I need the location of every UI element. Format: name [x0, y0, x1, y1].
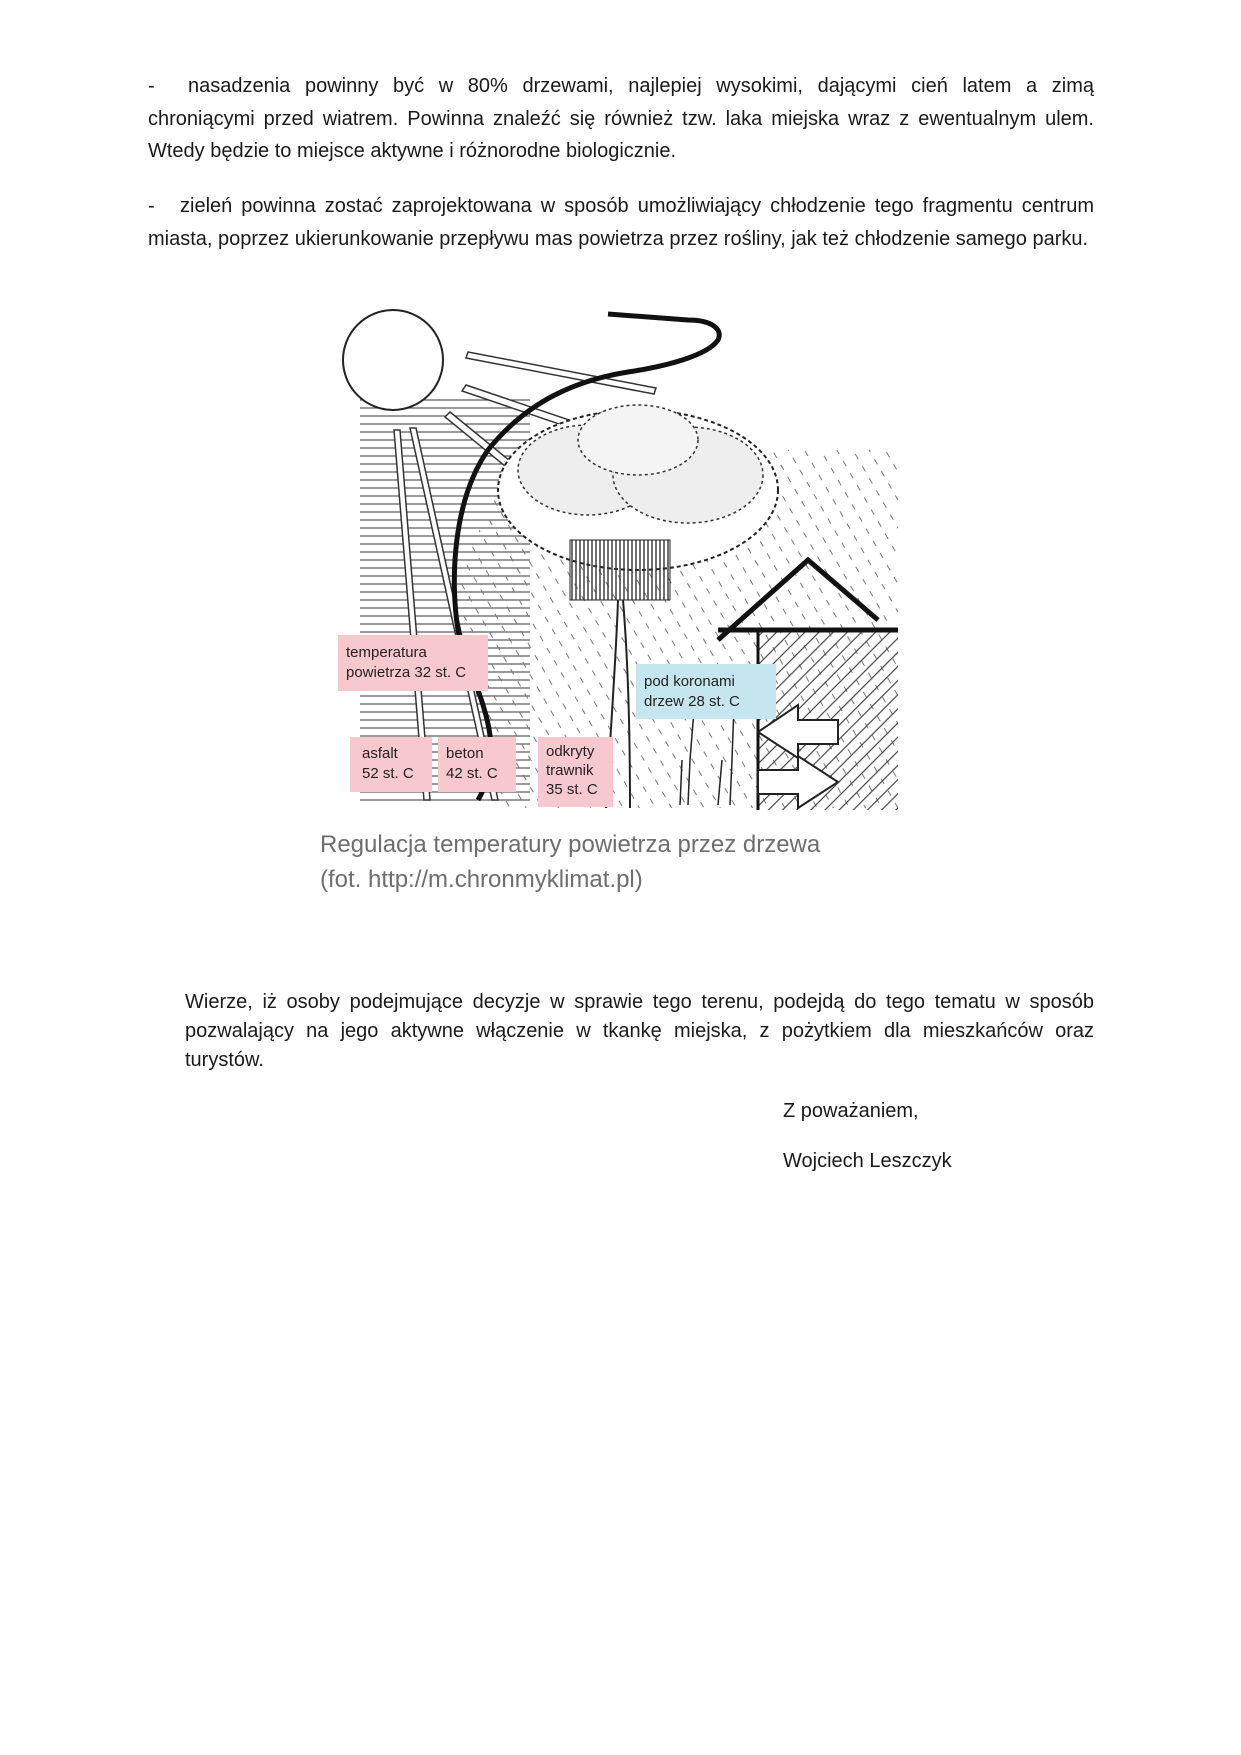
label-asphalt-line2: 52 st. C — [362, 765, 414, 782]
closing-paragraph: Wierze, iż osoby podejmujące decyzje w sprawie tego terenu, podejdą do tego tematu w sposób pozwalający na jego aktywne włączenie w tkankę miejska, z pożytkiem dla mieszkańców oraz turystów. — [185, 991, 1094, 1071]
label-air-line1: temperatura — [346, 644, 427, 661]
label-tree-line1: pod koronami — [644, 673, 735, 690]
label-concrete-line2: 42 st. C — [446, 765, 498, 782]
caption-title: Regulacja temperatury powietrza przez drzewa — [320, 831, 821, 858]
paragraph-trees — [148, 70, 1094, 168]
label-lawn-line2: trawnik — [546, 762, 594, 779]
figure-caption — [320, 827, 820, 897]
label-tree-line2: drzew 28 st. C — [644, 693, 740, 710]
label-under-trees — [636, 664, 776, 719]
paragraph-trees-text: nasadzenia powinny być w 80% drzewami, najlepiej wysokimi, dającymi cień latem a zimą chroniącymi przed wiatrem. Powinna znaleźć się również tzw. laka miejska wraz z ewentualnym ulem. Wtedy będzie to miejsce aktywne i różnorodne biologicznie. — [148, 75, 1094, 162]
caption-source: (fot. http://m.chronmyklimat.pl) — [320, 866, 643, 893]
list-dash: - — [148, 75, 155, 97]
label-air-line2: powietrza 32 st. C — [346, 664, 467, 681]
label-lawn-line1: odkryty — [546, 743, 595, 760]
label-concrete-line1: beton — [446, 745, 484, 762]
label-lawn-line3: 35 st. C — [546, 781, 598, 798]
label-asphalt — [350, 737, 432, 792]
paragraph-cooling — [148, 190, 1094, 255]
label-asphalt-line1: asfalt — [362, 745, 398, 762]
signature-name: Wojciech Leszczyk — [783, 1150, 952, 1172]
temperature-regulation-figure — [338, 300, 918, 812]
figure-illustration — [338, 300, 918, 812]
label-concrete — [438, 737, 516, 792]
sun-icon — [343, 310, 443, 410]
label-open-lawn — [538, 737, 613, 807]
list-dash: - — [148, 195, 155, 217]
label-air-temperature — [338, 635, 488, 691]
paragraph-cooling-text: zieleń powinna zostać zaprojektowana w sposób umożliwiający chłodzenie tego fragmentu centrum miasta, poprzez ukierunkowanie przepływu mas powietrza przez rośliny, jak też chłodzenie samego parku. — [148, 195, 1094, 250]
salutation: Z poważaniem, — [783, 1100, 919, 1122]
